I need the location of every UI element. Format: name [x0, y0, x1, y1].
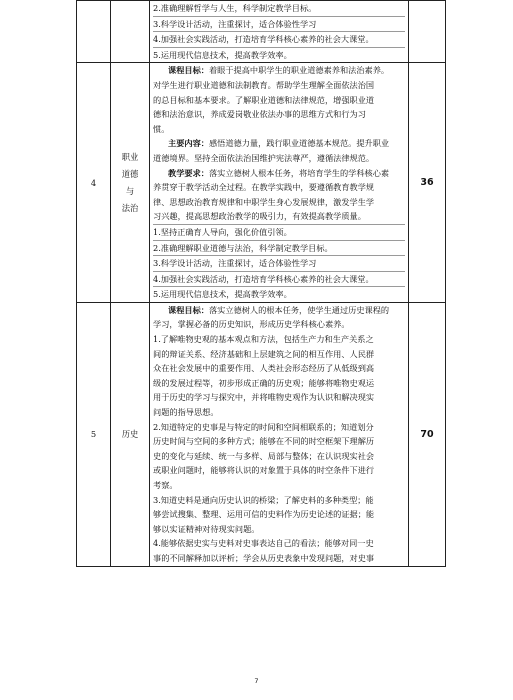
content-line — [153, 493, 405, 508]
line-text: 5.运用现代信息技术，提高教学效率。 — [153, 289, 292, 300]
line-text: 1.了解唯物史观的基本观点和方法，包括生产力和生产关系之 — [153, 334, 374, 345]
course-name: 职业 道德 与 法治 — [111, 63, 150, 303]
content-line — [153, 551, 405, 566]
curriculum-table — [76, 0, 446, 567]
content-line — [153, 209, 405, 225]
section-label: 教学要求： — [168, 167, 209, 178]
line-text: 2.准确理解职业道德与法治，科学制定教学目标。 — [153, 242, 333, 253]
content-line — [153, 332, 405, 347]
line-text: 惯。 — [153, 123, 170, 134]
line-text: 4.能够依据史实与史料对史事表达自己的看法；能够对同一史 — [153, 538, 374, 549]
line-text: 众在社会发展中的重要作用、人类社会形态经历了从低级到高 — [153, 363, 375, 374]
course-hours: 36 — [409, 63, 446, 303]
content-line — [153, 287, 405, 302]
content-line — [153, 32, 405, 48]
content-line — [153, 166, 405, 181]
row-number: 4 — [77, 63, 111, 303]
table-row — [77, 1, 446, 63]
content-line — [153, 420, 405, 435]
table-row — [77, 63, 446, 303]
content-line — [153, 303, 405, 318]
content-line — [153, 449, 405, 464]
line-text: 3.科学设计活动，注重探讨，适合体验性学习 — [153, 258, 317, 269]
line-text: 用于历史的学习与探究中，并将唯物史观作为认识和解决现实 — [153, 392, 375, 403]
line-text: 问题的指导思想。 — [153, 407, 219, 418]
content-line — [153, 195, 405, 210]
course-content — [150, 302, 409, 566]
content-line — [153, 522, 405, 537]
line-text: 4.加强社会实践活动，打造培育学科核心素养的社会大课堂。 — [153, 273, 374, 284]
line-text: 3.知道史料是通向历史认识的桥梁；了解史料的多种类型；能 — [153, 494, 374, 505]
course-name: 历史 — [111, 302, 150, 566]
page-number: 7 — [254, 677, 259, 685]
line-text: 考察。 — [153, 480, 178, 490]
line-text: 或职业问题时，能够将认识的对象置于具体的时空条件下进行 — [153, 465, 375, 476]
course-content — [150, 63, 409, 303]
line-text: 2.准确理解哲学与人生，科学制定教学目标。 — [153, 3, 317, 13]
content-line — [153, 225, 405, 241]
line-text: 历史时间与空间的多种方式；能够在不同的时空框架下理解历 — [153, 436, 375, 447]
line-text: 5.运用现代信息技术，提高教学效率。 — [153, 49, 292, 60]
course-hours: 70 — [409, 302, 446, 566]
line-text: 够以实证精神对待现实问题。 — [153, 523, 260, 534]
content-line — [153, 78, 405, 93]
line-text: 学习，掌握必备的历史知识，形成历史学科核心素养。 — [153, 319, 350, 330]
content-line — [153, 241, 405, 257]
line-text: 落实立德树人的根本任务，使学生通过历史课程的 — [208, 304, 390, 315]
line-text: 级的发展过程等，初步形成正确的历史观；能够将唯物史观运 — [153, 377, 375, 388]
line-text: 够尝试搜集、整理、运用可信的史料作为历史论述的证据；能 — [153, 509, 375, 520]
section-label: 课程目标： — [168, 65, 209, 76]
content-line — [153, 17, 405, 33]
content-line — [153, 434, 405, 449]
line-text: 养贯穿于教学活动全过程。在教学实践中，要遵循教育教学规 — [153, 182, 375, 193]
course-hours — [409, 1, 446, 63]
content-line — [153, 48, 405, 63]
course-name — [111, 1, 150, 63]
content-line — [153, 122, 405, 137]
line-text: 着眼于提高中职学生的职业道德素养和法治素养。 — [208, 65, 390, 76]
line-text: 1.坚持正确育人导向，强化价值引领。 — [153, 226, 292, 237]
content-line — [153, 107, 405, 122]
table-row — [77, 302, 446, 566]
line-text: 感悟道德力量，践行职业道德基本规范。提升职业 — [208, 138, 390, 149]
line-text: 德和法治意识，养成爱岗敬业依法办事的思维方式和行为习 — [153, 109, 366, 120]
content-line — [153, 151, 405, 166]
content-line — [153, 390, 405, 405]
row-number: 5 — [77, 302, 111, 566]
content-line — [153, 405, 405, 420]
line-text: 的总目标和基本要求。了解职业道德和法律规范，增强职业道 — [153, 94, 375, 105]
line-text: 道德境界。坚持全面依法治国维护宪法尊严，遵循法律规范。 — [153, 152, 375, 163]
content-line — [153, 136, 405, 151]
line-text: 律、思想政治教育规律和中职学生身心发展规律，激发学生学 — [153, 196, 375, 207]
line-text: 习兴趣，提高思想政治教学的吸引力，有效提高教学质量。 — [153, 211, 366, 222]
content-line — [153, 376, 405, 391]
content-line — [153, 536, 405, 551]
line-text: 3.科学设计活动，注重探讨，适合体验性学习 — [153, 18, 317, 29]
content-line — [153, 180, 405, 195]
content-line — [153, 347, 405, 362]
line-text: 2.知道特定的史事是与特定的时间和空间相联系的；知道划分 — [153, 421, 374, 432]
line-text: 落实立德树人根本任务，将培育学生的学科核心素 — [208, 167, 390, 178]
content-line — [153, 256, 405, 272]
content-line — [153, 317, 405, 332]
content-line — [153, 93, 405, 108]
content-line — [153, 272, 405, 288]
line-text: 事的不同解释加以评析；学会从历史表象中发现问题，对史事 — [153, 552, 375, 563]
section-label: 主要内容： — [168, 138, 209, 149]
row-number — [77, 1, 111, 63]
line-text: 间的辩证关系、经济基础和上层建筑之间的相互作用、人民群 — [153, 348, 375, 359]
content-line — [153, 1, 405, 17]
course-content — [150, 1, 409, 63]
line-text: 史的变化与延续、统一与多样、局部与整体；在认识现实社会 — [153, 450, 375, 461]
content-line — [153, 361, 405, 376]
content-line — [153, 478, 405, 493]
section-label: 课程目标： — [168, 304, 209, 315]
content-line — [153, 463, 405, 478]
line-text: 对学生进行职业道德和法制教育。帮助学生理解全面依法治国 — [153, 79, 375, 90]
line-text: 4.加强社会实践活动，打造培育学科核心素养的社会大课堂。 — [153, 34, 374, 45]
content-line — [153, 507, 405, 522]
content-line — [153, 63, 405, 78]
